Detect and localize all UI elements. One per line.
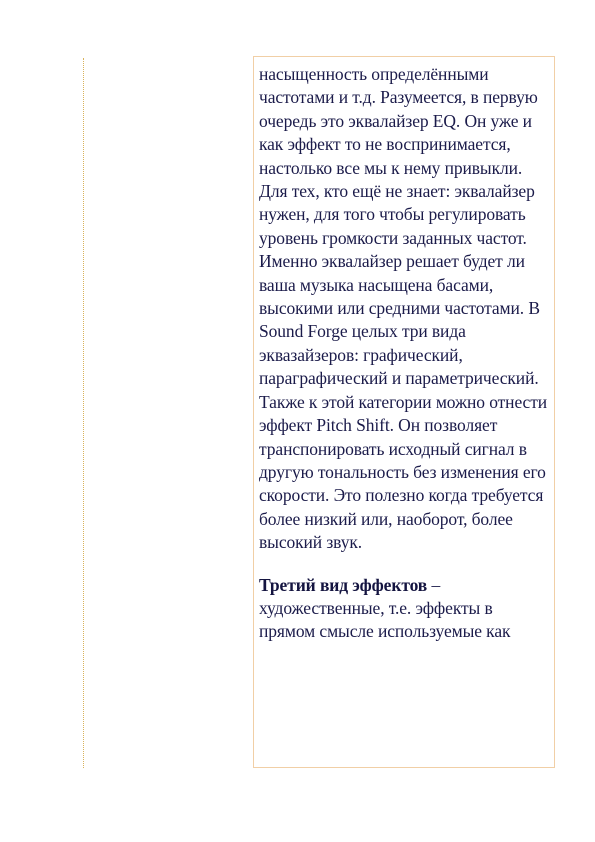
margin-dotted-rule xyxy=(83,58,84,768)
text-column-frame xyxy=(253,56,555,768)
paragraph-equalizer: насыщенность определёнными частотами и т.д. Разумеется, в первую очередь это эквалайзер EQ. Он уже и как эффект то не воспринимается, настолько все мы к нему привыкли. Для тех, кто ещё не знает: эквалайзер нужен, для того чтобы регулировать уровень громкости заданных частот. Именно эквалайзер решает будет ли ваша музыка насыщена басами, высокими или средними частотами. В Sound Forge целых три вида эквазайзеров: графический, параграфический и параметрический. Также к этой категории можно отнести эффект Pitch Shift. Он позволяет транспонировать исходный сигнал в другую тональность без изменения его скорости. Это полезно когда требуется более низкий или, наоборот, более высокий звук. xyxy=(259,64,548,553)
paragraph-bold-lead: Третий вид эффектов xyxy=(259,574,428,595)
paragraph-continuation: – художественные, т.е. эффекты в прямом смысле используемые как xyxy=(259,574,511,642)
paragraph-third-effects xyxy=(259,574,550,644)
